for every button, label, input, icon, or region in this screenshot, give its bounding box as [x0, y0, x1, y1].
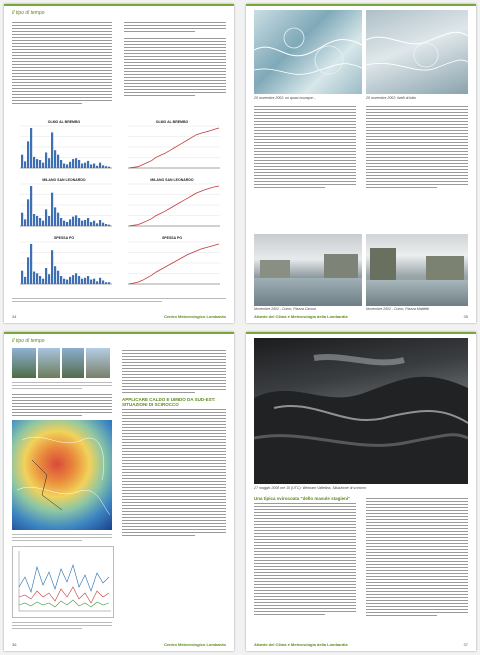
page-number: 34 [12, 314, 17, 319]
bar [63, 164, 65, 168]
landscape-photo-3 [62, 348, 84, 378]
bar [24, 161, 26, 168]
bar [72, 217, 74, 226]
bar [30, 244, 32, 284]
chart-caption [12, 620, 112, 629]
bar [96, 223, 98, 226]
bar [93, 221, 95, 226]
bar [105, 282, 107, 284]
caption-1: 20 novembre 2002: un quasi ovunque… [254, 96, 317, 100]
chart-plot [122, 182, 222, 232]
page-top-bar [246, 332, 476, 334]
bar [45, 268, 47, 284]
bar [105, 166, 107, 168]
page-top-bar [246, 4, 476, 6]
bar [78, 160, 80, 168]
bar [108, 225, 110, 226]
chart-title: SPESSA PO [53, 236, 75, 240]
bar [66, 280, 68, 284]
caption-4: Novembre 2002 - Como, Piazza Mattietti [366, 307, 430, 311]
bar [30, 128, 32, 168]
chart-2 [122, 120, 222, 179]
chart-5 [14, 236, 114, 295]
text-column-right [124, 20, 226, 96]
bar [102, 165, 104, 168]
page-top-bar [4, 332, 234, 334]
bar [33, 272, 35, 284]
bar [33, 214, 35, 226]
bar [51, 132, 53, 168]
bar [60, 160, 62, 168]
bar [24, 219, 26, 226]
bar [69, 277, 71, 284]
bar [90, 164, 92, 168]
series-line [129, 186, 219, 226]
text-column-right [122, 348, 226, 536]
bar [36, 159, 38, 168]
chart-plot [122, 124, 222, 174]
bar [63, 279, 65, 284]
text-column-right [366, 104, 468, 188]
bar [96, 281, 98, 284]
chart-3 [14, 178, 114, 237]
bar [48, 158, 50, 168]
bar [75, 158, 77, 168]
page-footer [12, 642, 226, 648]
page-37 [246, 332, 476, 651]
figure-caption [12, 296, 226, 302]
bar [36, 273, 38, 284]
bar [54, 207, 56, 226]
bar [24, 277, 26, 284]
bar [45, 152, 47, 168]
chart-title: MILANO SAN LEONARDO [42, 178, 86, 182]
page-34 [4, 4, 234, 323]
page-number: 37 [463, 642, 468, 647]
bar [96, 166, 98, 168]
photo-caption [12, 380, 112, 389]
chart-plot [14, 124, 114, 174]
bar [48, 216, 50, 226]
text-column-right [366, 496, 468, 616]
bar [84, 163, 86, 168]
landscape-photo-2 [38, 348, 60, 378]
bar [27, 141, 29, 168]
bar [39, 218, 41, 226]
bar [57, 213, 59, 226]
bar [99, 163, 101, 168]
bar [42, 279, 44, 284]
bar [36, 216, 38, 226]
bar [51, 193, 53, 226]
bar [81, 221, 83, 226]
bar [30, 186, 32, 226]
caption-3: Novembre 2002 - Como, Piazza Cavour [254, 307, 317, 311]
bar [102, 280, 104, 284]
time-series-chart [12, 546, 114, 618]
bar [105, 224, 107, 226]
bar [93, 164, 95, 168]
bar [72, 275, 74, 284]
bar [72, 159, 74, 168]
bar [60, 276, 62, 284]
chart-plot [122, 240, 222, 290]
bar [75, 215, 77, 226]
bar [84, 278, 86, 284]
flood-photo-2 [366, 234, 468, 306]
bar [60, 218, 62, 226]
bar [57, 271, 59, 284]
page-footer [12, 314, 226, 320]
bar [90, 222, 92, 226]
series-line [129, 244, 219, 284]
bar [90, 280, 92, 284]
page-number: 36 [12, 642, 17, 647]
section-heading: Una tipica svirocoata "dello masule stagieni" [254, 496, 351, 501]
chart-title: SPESSA PO [161, 236, 183, 240]
satellite-map [12, 420, 112, 530]
bar [21, 155, 23, 168]
bar [42, 221, 44, 226]
bar [21, 271, 23, 284]
page-header: Il tipo di tempo [12, 338, 45, 344]
landscape-photo-4 [86, 348, 110, 378]
bar [45, 209, 47, 226]
bar [39, 276, 41, 284]
chart-title: OLMO AL BREMBO [155, 120, 189, 124]
map-caption [12, 532, 112, 541]
text-column-left [12, 20, 112, 104]
bar [54, 150, 56, 168]
bar [108, 282, 110, 284]
bar [54, 266, 56, 284]
footer-title: Centro Meteorologico Lombardo [164, 314, 226, 319]
page-top-bar [4, 4, 234, 6]
bar [108, 167, 110, 168]
chart-title: OLMO AL BREMBO [47, 120, 81, 124]
bar [42, 163, 44, 168]
bar [87, 218, 89, 226]
bar [93, 279, 95, 284]
chart-6 [122, 236, 222, 295]
bar [81, 279, 83, 284]
bar [87, 276, 89, 284]
map-image-2 [366, 10, 468, 94]
footer-title: Atlante del Clima e Meteorologia della Lombardia [254, 314, 348, 319]
bar [39, 160, 41, 168]
chart-plot [14, 240, 114, 290]
flood-photo-1 [254, 234, 362, 306]
page-footer [254, 314, 468, 320]
bar [81, 164, 83, 168]
text-column-left [254, 496, 356, 615]
bar [51, 250, 53, 284]
bar [102, 223, 104, 226]
bar [21, 213, 23, 226]
page-footer [254, 642, 468, 648]
page-header: Il tipo di tempo [12, 10, 45, 16]
page-35 [246, 4, 476, 323]
bar [33, 157, 35, 168]
series-line [129, 128, 219, 168]
bar [69, 162, 71, 168]
bar [63, 221, 65, 226]
bar [87, 161, 89, 168]
chart-1 [14, 120, 114, 179]
webcam-photo [254, 338, 468, 484]
bar [66, 164, 68, 168]
map-image-1 [254, 10, 362, 94]
text-column-left [254, 104, 356, 188]
bar [75, 273, 77, 284]
text-column-left [12, 392, 112, 416]
bar [27, 199, 29, 226]
page-36 [4, 332, 234, 651]
chart-4 [122, 178, 222, 237]
bar [99, 278, 101, 284]
section-heading: APPLICARE CALDO E UMIDO DA SUD-EST: SITUAZIONI DI SCIROCCO [122, 397, 216, 407]
page-number: 35 [463, 314, 468, 319]
photo-caption: 27 maggio 2008 ore 15 (UTC): Webcam Valtelina, Situazione di scirocco [254, 486, 367, 490]
chart-title: MILANO SAN LEONARDO [150, 178, 194, 182]
bar [99, 220, 101, 226]
bar [84, 220, 86, 226]
landscape-photo-1 [12, 348, 36, 378]
footer-title: Atlante del Clima e Meteorologia della Lombardia [254, 642, 348, 647]
bar [57, 155, 59, 168]
caption-2: 20 novembre 2002: livelli di tutto [366, 96, 417, 100]
bar [78, 276, 80, 284]
bar [66, 222, 68, 226]
bar [27, 257, 29, 284]
bar [48, 274, 50, 284]
footer-title: Centro Meteorologico Lombardo [164, 642, 226, 647]
bar [78, 218, 80, 226]
chart-plot [14, 182, 114, 232]
bar [69, 219, 71, 226]
